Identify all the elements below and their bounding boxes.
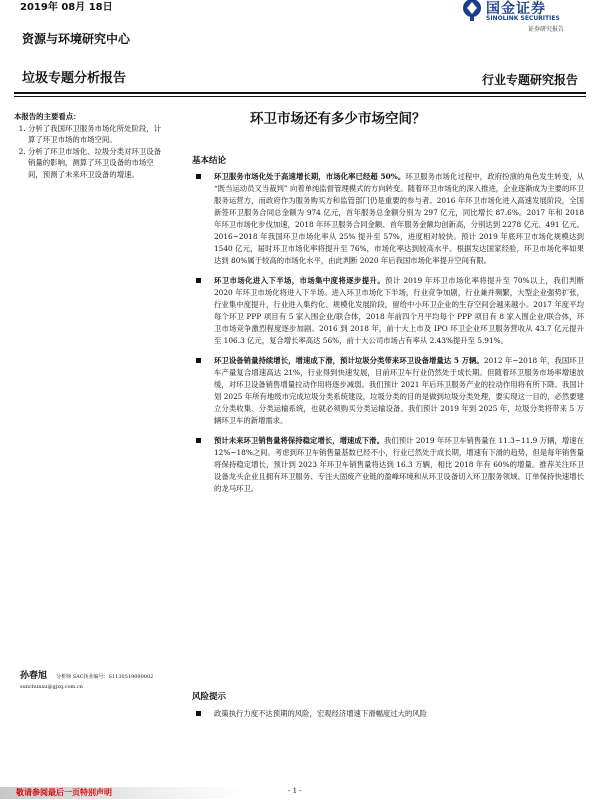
page-number: - 1 - — [288, 787, 302, 795]
logo-emblem-icon — [462, 0, 482, 22]
conclusion-item — [192, 355, 584, 427]
research-center-name: 资源与环境研究中心 — [22, 32, 131, 46]
conclusion-item — [192, 171, 584, 267]
conclusion-lead: 环卫设备销量持续增长，增速成下滑，预计垃圾分类带来环卫设备增量达 5 万辆。 — [214, 356, 484, 366]
conclusion-list — [192, 171, 584, 503]
analyst-name: 孙春旭 — [20, 671, 48, 681]
conclusion-text: 我们预计 2019 年环卫车销售量在 11.3~11.9 万辆，增速在 12%~18%之间。考虑到环卫车销售量基数已经不小，行业已然处于成长期，增速有下滑的趋势，但是每年销售量将保持稳定增长，预计到 2023 年环卫车销售量将达到 16.3 万辆，相比 2018 年有 60%的增量。推荐关注环卫设备龙头企业且拥有环卫服务、专注大固废产业链的盈峰环境和从环卫设备切入环卫服务领域、订单保持快速增长的龙马环卫。 — [214, 436, 584, 494]
risk-item — [192, 708, 584, 720]
key-points-sidebar — [14, 111, 164, 181]
section-heading-conclusions: 基本结论 — [192, 156, 227, 166]
bullet-square-icon — [196, 174, 201, 179]
conclusion-text: 预计 2019 年环卫市场化率将提升至 70%以上，我们判断 2020 年环卫市场化将进入下半场。进入环卫市场化下半场，行业竞争加剧，行业兼并频繁，大型企业强势扩张，行业集中度提升，行业进入集约化、规模化发展阶段，留给中小环卫企业的生存空间会越来越小。2017 年度平均每个环卫 PPP 项目有 5 家入围企业/联合体，2018 年前四个月平均每个 PPP 项目有 8 家入围企业/联合体，环卫市场竞争激烈程度逐步加剧。2016 到 2018 年，前十大上市及 IPO 环卫企业环卫服务营收从 43.7 亿元提升至 106.3 亿元，复合增长率高达 56%，前十大公司市场占有率从 2.43%提升至 5.91%。 — [214, 276, 584, 346]
company-logo — [462, 0, 592, 32]
logo-name-cn: 国金证券 — [486, 1, 546, 17]
article-title: 环卫市场还有多少市场空间？ — [250, 111, 426, 127]
report-date: 2019年 08月 18日 — [20, 2, 113, 13]
analyst-email[interactable]: sunchunxu@gjzq.com.cn — [20, 684, 83, 690]
conclusion-lead: 环卫服务市场化处于高速增长期，市场化率已经超 50%。 — [214, 172, 406, 181]
conclusion-lead: 环卫市场化进入下半场，市场集中度将逐步提升。 — [214, 276, 386, 286]
key-point-item: 2. 分析了环卫市场化、垃圾分类对环卫设备销量的影响，测算了环卫设备的市场空间，预测了未来环卫设备的增速。 — [28, 146, 164, 181]
section-heading-risk: 风险提示 — [192, 692, 227, 702]
report-type: 行业专题研究报告 — [481, 73, 578, 87]
key-points-title: 本报告的主要看点： — [14, 112, 81, 121]
footer-disclaimer — [0, 784, 270, 800]
key-point-item: 1. 分析了我国环卫服务市场化所处阶段，计算了环卫市场的市场空间。 — [28, 123, 164, 146]
logo-name-en: SINOLINK SECURITIES — [486, 15, 560, 22]
conclusion-text: 2012 年~2018 年，我国环卫车产量复合增速高达 21%，行业得到快速发展，目前环卫车行业仍然处于成长期。但随着环卫服务市场率增速放缓，对环卫设备销售增量拉动作用将逐步减弱。我们预计 2021 年后环卫服务产业的拉动作用将有所下降。我国计划 2025 年所有地级市完成垃圾分类系统建设，垃圾分类的目的是做到垃圾分类处理，要实现这一目的，必然要建立分类收集、分类运输系统，也就必须购买分类运输设备。我们预计 2019 年到 2025 年，垃圾分类将带来 5 万辆环卫车的新增需求。 — [214, 356, 584, 426]
header-rule-thin — [14, 96, 586, 97]
bullet-square-icon — [196, 711, 201, 716]
key-points-list — [14, 123, 164, 181]
risk-list — [192, 708, 584, 728]
conclusion-item — [192, 435, 584, 495]
bullet-square-icon — [196, 438, 201, 443]
conclusion-lead: 预计未来环卫销售量将保持稳定增长，增速成下滑。 — [214, 436, 384, 446]
logo-subtitle: 证券研究报告 — [528, 26, 565, 33]
report-title: 垃圾专题分析报告 — [22, 71, 127, 86]
header-rule — [14, 92, 586, 94]
risk-text: 政策执行力度不达预期的风险，宏观经济增速下滑幅度过大的风险 — [214, 709, 427, 718]
conclusion-item — [192, 275, 584, 347]
footer-disclaimer-text: 敬请参阅最后一页特别声明 — [16, 788, 112, 797]
bullet-square-icon — [196, 358, 201, 363]
conclusion-text: 环卫服务市场化过程中，政府扮演的角色发生转变，从 “既当运动员又当裁判” 向着单纯监督管理模式的方向转变。随着环卫市场化的深入推进，企业逐渐成为主要的环卫服务运营方，而政府作为服务购买方和监管部门仍是重要的参与者。2016 年环卫市场化进入高速发展阶段，全国新签环卫服务合同总金额为 974 亿元，首年服务总金额分别为 297 亿元，同比增长 87.6%。2017 年和 2018 年环卫市场化步伐加速，2018 年环卫服务合同金额、首年服务金额均创新高，分别达到 2278 亿元、491 亿元。2016~2018 年我国环卫市场化率从 25% 提升至 57%，进度相对较快。预计 2019 年底环卫市场化规模达到 1540 亿元，届时环卫市场化率将提升至 76%，市场化率达到较高水平。根据发达国家经验，环卫市场化率如果达到 80%属于较高的市场化水平，由此判断 2020 年后我国市场化率提升空间有限。 — [214, 172, 584, 266]
analyst-info — [20, 663, 180, 690]
analyst-credential: 分析师 SAC执业编号：S1130519090002 — [56, 674, 154, 680]
bullet-square-icon — [196, 278, 201, 283]
